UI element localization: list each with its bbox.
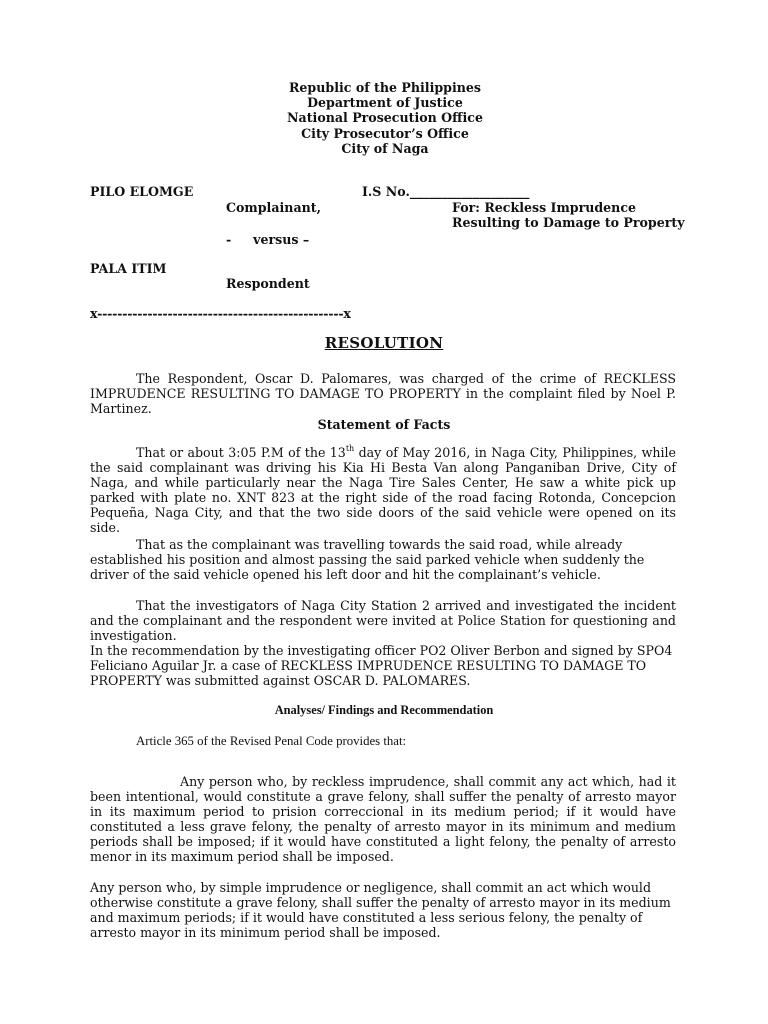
facts-paragraph-1: [90, 445, 676, 535]
header-line-republic: Republic of the Philippines: [288, 80, 482, 95]
intro-text: The Respondent, Oscar D. Palomares, was charged of the crime of RECKLESS IMPRUDENCE RESULTING TO DAMAGE TO PROPERTY in the complaint filed by Noel P. Martinez.: [90, 371, 676, 416]
document-header: [200, 80, 570, 156]
facts-heading: Statement of Facts: [317, 417, 451, 432]
charge-line-1: For: Reckless Imprudence: [452, 200, 637, 215]
quote2-text: Any person who, by simple imprudence or negligence, shall commit an act which would otherwise constitute a grave felony, shall suffer the penalty of arresto mayor in its medium and maximum periods; if it would have constituted a less serious felony, the penalty of arresto mayor in its minimum period shall be imposed.: [90, 880, 671, 940]
is-number: I.S No.___________________: [362, 184, 530, 199]
complainant-label: Complainant,: [226, 200, 321, 215]
analysis-heading: Analyses/ Findings and Recommendation: [274, 703, 494, 717]
facts-p3-text: That the investigators of Naga City Station 2 arrived and investigated the incident and the complainant and the respondent were invited at Police Station for questioning and investigation.: [90, 598, 676, 643]
caption-separator: x-------------------------------------------------x: [90, 306, 351, 321]
facts-p4-text: In the recommendation by the investigating officer PO2 Oliver Berbon and signed by SPO4 Feliciano Aguilar Jr. a case of RECKLESS IMPRUDENCE RESULTING TO DAMAGE TO PROPERTY was submitted against OSCAR D. PALOMARES.: [90, 643, 673, 688]
facts-paragraph-3: [90, 598, 676, 643]
intro-paragraph: [90, 371, 676, 416]
header-line-city: City of Naga: [341, 140, 429, 156]
quote-paragraph-2: [90, 880, 676, 940]
header-line-office: National Prosecution Office: [287, 110, 483, 126]
facts-p1-sup: th: [345, 443, 355, 453]
facts-p1-after: day of May 2016, in Naga City, Philippines, while the said complainant was driving his Kia Hi Besta Van along Panganiban Drive, City of Naga, and while particularly near the Naga Tire Sales Center, He saw a white pick up parked with plate no. XNT 823 at the right side of the road facing Rotonda, Concepcion Pequeña, Naga City, and that the two side doors of the said vehicle were opened on its side.: [90, 445, 676, 535]
facts-p1-before: That or about 3:05 P.M of the 13: [136, 445, 346, 460]
resolution-title: RESOLUTION: [324, 334, 444, 352]
header-line-department: Department of Justice: [307, 95, 463, 111]
versus-label: - versus –: [226, 232, 310, 247]
facts-paragraph-2: [90, 537, 676, 582]
respondent-label: Respondent: [226, 276, 310, 291]
respondent-name: PALA ITIM: [90, 261, 167, 276]
header-line-prosecutor: City Prosecutor’s Office: [301, 125, 469, 141]
facts-p2-text: That as the complainant was travelling towards the said road, while already established his position and almost passing the said parked vehicle when suddenly the driver of the said vehicle opened his left door and hit the complainant’s vehicle.: [90, 537, 645, 582]
quote1-text: Any person who, by reckless imprudence, shall commit any act which, had it been intentional, would constitute a grave felony, shall suffer the penalty of arresto mayor in its maximum period to prision correccional in its medium period; if it would have constituted a less grave felony, the penalty of arresto mayor in its minimum and medium periods shall be imposed; if it would have constituted a light felony, the penalty of arresto menor in its maximum period shall be imposed.: [90, 774, 676, 864]
complainant-name: PILO ELOMGE: [90, 184, 194, 199]
article-intro: Article 365 of the Revised Penal Code provides that:: [136, 734, 407, 748]
charge-line-2: Resulting to Damage to Property: [452, 215, 685, 230]
quote-paragraph-1: [90, 774, 676, 864]
facts-paragraph-4: [90, 643, 676, 688]
